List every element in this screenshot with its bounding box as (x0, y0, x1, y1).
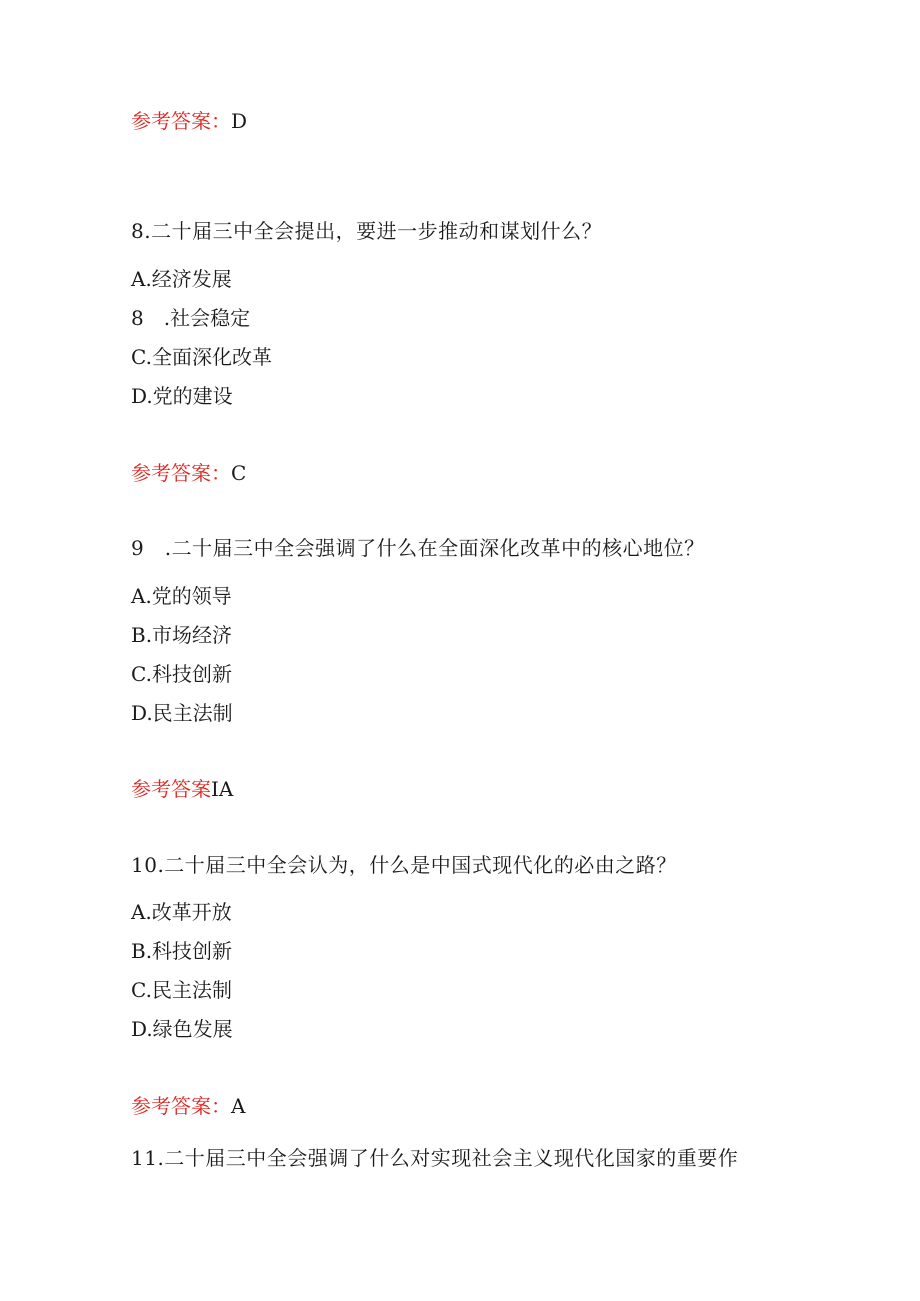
q10-option-c: C.民主法制 (131, 978, 232, 1002)
answer-label: 参考答案： (131, 1094, 231, 1118)
answer-8 (131, 460, 246, 486)
answer-label: 参考答案 (131, 777, 211, 801)
q9-option-a: A.党的领导 (131, 584, 232, 608)
q8-option-a: A.经济发展 (131, 267, 232, 291)
answer-9 (131, 776, 233, 802)
answer-10 (131, 1093, 245, 1119)
question-8-text: 8.二十届三中全会提出，要进一步推动和谋划什么？ (131, 219, 603, 243)
q8-option-c: C.全面深化改革 (131, 345, 272, 369)
q8-option-d: D.党的建设 (131, 384, 233, 408)
answer-7 (131, 108, 247, 134)
q8-option-b: 8 .社会稳定 (131, 306, 251, 330)
answer-value: A (231, 1094, 246, 1118)
q10-option-d: D.绿色发展 (131, 1017, 233, 1041)
q9-option-c: C.科技创新 (131, 662, 232, 686)
answer-value: C (231, 461, 247, 485)
q9-option-d: D.民主法制 (131, 701, 233, 725)
question-10-text: 10.二十届三中全会认为，什么是中国式现代化的必由之路？ (131, 853, 677, 877)
q10-option-b: B.科技创新 (131, 939, 233, 963)
answer-label: 参考答案： (131, 461, 231, 485)
answer-label: 参考答案： (131, 109, 231, 133)
question-11-text: 11.二十届三中全会强调了什么对实现社会主义现代化国家的重要作 (131, 1146, 739, 1170)
q9-option-b: B.市场经济 (131, 623, 233, 647)
question-9-text: 9 .二十届三中全会强调了什么在全面深化改革中的核心地位？ (131, 536, 705, 560)
q10-option-a: A.改革开放 (131, 900, 232, 924)
answer-value: IA (211, 777, 234, 801)
answer-value: D (231, 109, 248, 133)
